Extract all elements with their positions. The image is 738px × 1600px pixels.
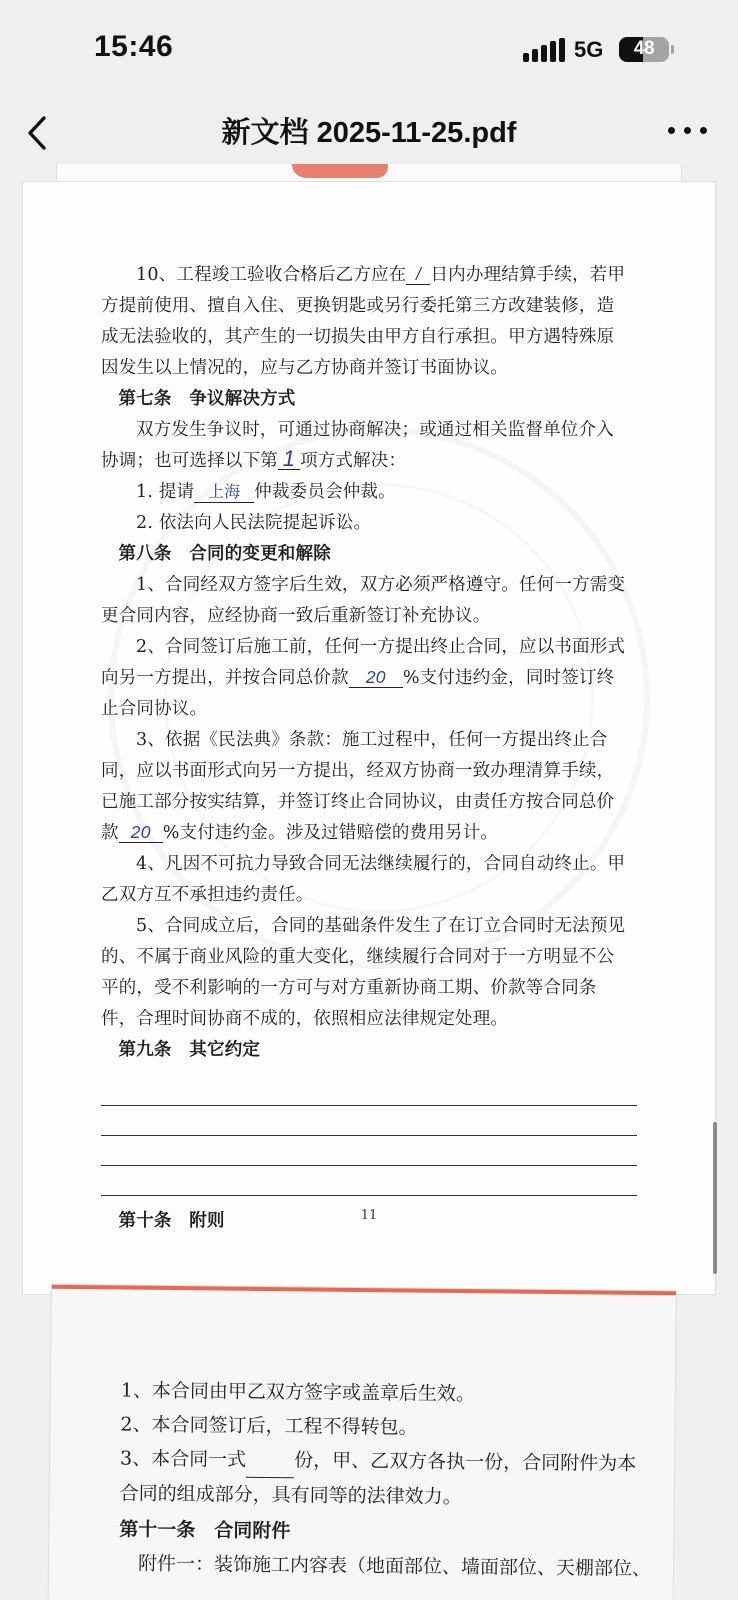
appendix-p2: 2、本合同签订后，工程不得转包。: [120, 1413, 418, 1439]
penalty-percent-field-2: 20: [119, 822, 163, 843]
copies-field: [246, 1443, 294, 1479]
article-7-item-1: 1. 提请 上海 仲裁委员会仲裁。: [136, 482, 396, 502]
days-field: /: [406, 264, 430, 285]
status-time: 15:46: [94, 30, 174, 63]
article-7-heading: 第七条 争议解决方式: [118, 389, 296, 409]
page-content: [101, 260, 631, 1237]
document-title: 新文档 2025-11-25.pdf: [221, 117, 517, 149]
pdf-page-11: [23, 182, 715, 1294]
article-11-heading: 第十一条 合同附件: [119, 1518, 291, 1543]
previous-page-edge: [56, 164, 682, 182]
method-choice-field: 1: [278, 449, 300, 470]
battery-tip: [671, 45, 674, 54]
chevron-left-icon: [18, 108, 62, 152]
more-options-button[interactable]: [664, 112, 712, 146]
cellular-signal-icon: [523, 38, 565, 62]
arbitration-city-field: 上海: [194, 482, 254, 503]
pdf-page-12: [48, 1285, 676, 1600]
article-8-heading: 第八条 合同的变更和解除: [118, 544, 331, 564]
clause-10: 10、工程竣工验收合格后乙方应在 / 日内办理结算手续，若甲方提前使用、擅自入住、更换钥匙或另行委托第三方改建装修，造成无法验收的，其产生的一切损失由甲方自行承担。甲方遇特殊原因发生以上情况的，应与乙方协商并签订书面协议。: [101, 264, 626, 378]
article-7-item-2: 2. 依法向人民法院提起诉讼。: [136, 513, 372, 533]
article-10-heading: 第十条 附则: [118, 1211, 225, 1231]
more-horizontal-icon: [668, 127, 675, 134]
battery-percent: 48: [633, 38, 655, 59]
page-number: 11: [360, 1208, 378, 1223]
appendix-p1: 1、本合同由甲乙双方签字或盖章后生效。: [120, 1379, 476, 1406]
page-2-content: [119, 1373, 655, 1586]
article-8-p1: 1、合同经双方签字后生效，双方必须严格遵守。任何一方需变更合同内容，应经协商一致后重新签订补充协议。: [101, 575, 626, 626]
article-7-paragraph: 双方发生争议时，可通过协商解决；或通过相关监督单位介入协调；也可选择以下第 1 项方式解决：: [101, 420, 614, 471]
battery-icon: [619, 37, 669, 62]
penalty-percent-field-1: 20: [349, 667, 403, 688]
other-terms-blank-lines: [101, 1076, 631, 1196]
attachment-1: 附件一：装饰施工内容表（地面部位、墙面部位、天棚部位、: [137, 1552, 652, 1581]
status-bar: [0, 0, 738, 100]
back-button[interactable]: [18, 108, 62, 152]
article-8-p4: 4、凡因不可抗力导致合同无法继续履行的，合同自动终止。甲乙双方互不承担违约责任。: [101, 854, 626, 905]
article-9-heading: 第九条 其它约定: [118, 1040, 261, 1060]
article-8-p5: 5、合同成立后，合同的基础条件发生了在订立合同时无法预见的、不属于商业风险的重大变化，继续履行合同对于一方明显不公平的，受不利影响的一方可与对方重新协商工期、价款等合同条件，合理时间协商不成的，依照相应法律规定处理。: [101, 916, 626, 1029]
article-8-p2: 2、合同签订后施工前，任何一方提出终止合同，应以书面形式向另一方提出，并按合同总价款 20 %支付违约金，同时签订终止合同协议。: [101, 637, 626, 719]
nav-bar: [0, 100, 738, 164]
network-type: 5G: [574, 37, 604, 62]
appendix-p3: 3、本合同一式 份，甲、乙双方各执一份，合同附件为本合同的组成部分，具有同等的法律效力。: [120, 1441, 655, 1516]
pdf-viewer[interactable]: [0, 164, 738, 1600]
scroll-indicator[interactable]: [713, 1122, 717, 1274]
article-8-p3: 3、依据《民法典》条款：施工过程中，任何一方提出终止合同，应以书面形式向另一方提出，经双方协商一致办理清算手续，已施工部分按实结算，并签订终止合同协议，由责任方按合同总价款 20 %支付违约金。涉及过错赔偿的费用另计。: [101, 730, 615, 843]
